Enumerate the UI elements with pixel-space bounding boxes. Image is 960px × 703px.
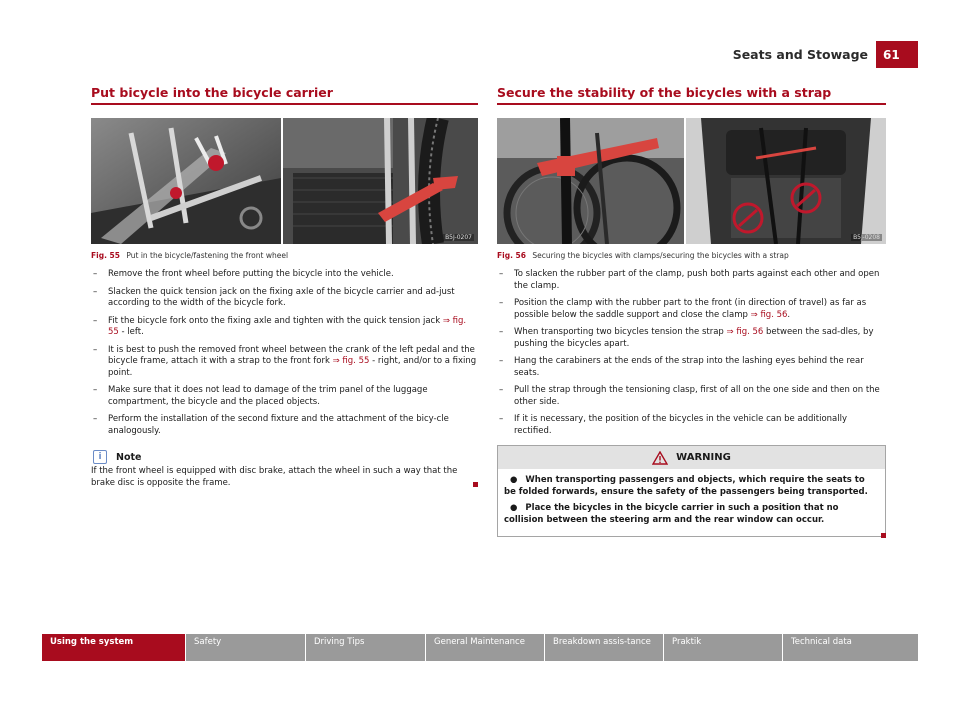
figure-56-photo-right: [686, 118, 886, 244]
list-item: – It is best to push the removed front wheel between the crank of the left pedal and the bicycle frame, attach it with a strap to the front fork ⇒ fig. 55 - right, and/or to a fixing point.: [91, 345, 478, 380]
note-text: If the front wheel is equipped with disc brake, attach the wheel in such a way that the brake disc is opposite the frame.: [91, 466, 478, 489]
section-title-bicycle-carrier: Put bicycle into the bicycle carrier: [91, 85, 478, 105]
page-number: 61: [876, 41, 918, 68]
bullet-icon: ●: [510, 503, 518, 513]
list-item: – Pull the strap through the tensioning clasp, first of all on the one side and then on the other side.: [497, 385, 886, 408]
nav-tab-general-maintenance[interactable]: General Maintenance: [426, 634, 544, 661]
list-item: – Perform the installation of the second fixture and the attachment of the bicy-cle analogously.: [91, 414, 478, 437]
list-item: – When transporting two bicycles tension the strap ⇒ fig. 56 between the sad-dles, by pushing the bicycles apart.: [497, 327, 886, 350]
list-item: – Hang the carabiners at the ends of the strap into the lashing eyes behind the rear seats.: [497, 356, 886, 379]
list-item: – To slacken the rubber part of the clamp, push both parts against each other and open the clamp.: [497, 269, 886, 292]
right-steps-list: [497, 269, 886, 437]
figure-55-photo-left: [91, 118, 281, 244]
figure-ref-link[interactable]: ⇒ fig. 56: [750, 309, 788, 320]
nav-tab-technical-data[interactable]: Technical data: [783, 634, 918, 661]
section-title-strap: Secure the stability of the bicycles with a strap: [497, 85, 886, 105]
chapter-nav-bar: [42, 634, 918, 661]
right-column: [497, 85, 886, 537]
figure-56-caption: [497, 251, 886, 260]
list-item: – Position the clamp with the rubber part to the front (in direction of travel) as far as possible below the saddle support and close the clamp ⇒ fig. 56.: [497, 298, 886, 321]
figure-55-label: Fig. 55: [91, 251, 120, 260]
figure-55-photo-right: [283, 118, 478, 244]
nav-tab-praktik[interactable]: Praktik: [664, 634, 782, 661]
warning-bullet: ● When transporting passengers and objects, which require the seats to be folded forwards, ensure the safety of the passengers being transported.: [504, 475, 868, 497]
figure-56-label: Fig. 56: [497, 251, 526, 260]
bullet-icon: ●: [510, 475, 518, 485]
list-item: – If it is necessary, the position of the bicycles in the vehicle can be additionally rectified.: [497, 414, 886, 437]
nav-tab-safety[interactable]: Safety: [186, 634, 305, 661]
page-header: [733, 41, 918, 68]
end-of-section-icon: [881, 533, 886, 538]
nav-tab-using-the-system[interactable]: Using the system: [42, 634, 185, 661]
warning-triangle-icon: [652, 451, 668, 465]
warning-bullet: ● Place the bicycles in the bicycle carrier in such a position that no collision between the steering arm and the rear window can occur.: [504, 503, 839, 525]
info-icon: i: [93, 450, 107, 464]
figure-56: [497, 118, 886, 244]
warning-header: [498, 446, 885, 469]
figure-ref-link[interactable]: ⇒ fig. 55: [108, 315, 467, 337]
figure-55: [91, 118, 478, 244]
warning-label: WARNING: [676, 452, 731, 463]
list-item: – Fit the bicycle fork onto the fixing axle and tighten with the quick tension jack ⇒ fig. 55 - left.: [91, 316, 478, 339]
figure-56-photo-left: [497, 118, 684, 244]
nav-tab-driving-tips[interactable]: Driving Tips: [306, 634, 425, 661]
figure-55-caption: [91, 251, 478, 260]
note-label: Note: [116, 451, 142, 463]
figure-56-caption-text: Securing the bicycles with clamps/securing the bicycles with a strap: [532, 251, 789, 260]
nav-tab-breakdown-assistance[interactable]: Breakdown assis-tance: [545, 634, 663, 661]
end-of-section-icon: [473, 482, 478, 487]
left-steps-list: [91, 269, 478, 437]
figure-55-code: B5J-0207: [445, 234, 472, 241]
figure-ref-link[interactable]: ⇒ fig. 56: [726, 327, 764, 337]
figure-ref-link[interactable]: ⇒ fig. 55: [332, 356, 370, 366]
warning-box: [497, 445, 886, 537]
figure-55-caption-text: Put in the bicycle/fastening the front wheel: [126, 251, 289, 260]
list-item: – Slacken the quick tension jack on the fixing axle of the bicycle carrier and ad-just according to the width of the bicycle fork.: [91, 287, 478, 310]
figure-56-code: B5J-0208: [853, 234, 880, 241]
list-item: – Make sure that it does not lead to damage of the trim panel of the luggage compartment, the bicycle and the placed objects.: [91, 385, 478, 408]
warning-body: [498, 469, 885, 536]
left-column: [91, 85, 478, 489]
chapter-title: Seats and Stowage: [732, 47, 868, 62]
note-header: [91, 450, 478, 464]
list-item: – Remove the front wheel before putting the bicycle into the vehicle.: [91, 269, 478, 281]
